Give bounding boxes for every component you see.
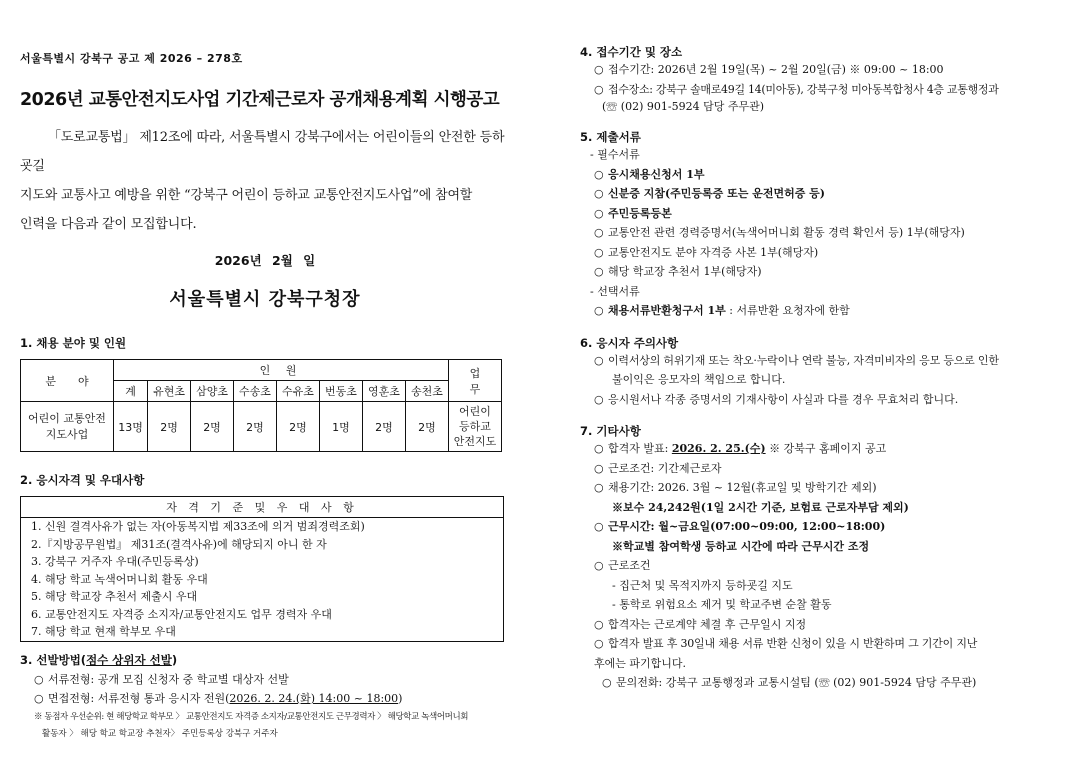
heading-text: 3. 선발방법(	[20, 652, 87, 667]
bullet-icon: ○	[594, 245, 604, 259]
optional-docs-label: - 선택서류	[590, 284, 640, 298]
list-item	[580, 556, 1075, 576]
bullet-icon: ○	[594, 226, 604, 239]
bullet-icon: ○	[594, 559, 604, 572]
recruitment-table	[20, 359, 502, 452]
tie-break-note: ※ 동점자 우선순위: 현 해당학교 학부모 〉 교통안전지도 자격증 소지자/교통안전지도 근무경력자 〉 해당학교 녹색어머니회	[34, 711, 469, 722]
section-heading-qualification: 2. 응시자격 및 우대사항	[20, 473, 145, 487]
heading-underlined: 점수 상위자 선발	[86, 652, 172, 667]
bullet-icon: ○	[594, 167, 604, 181]
list-item-text: 근로조건: 기간제근로자	[608, 461, 722, 475]
intro-line: 지도와 교통사고 예방을 위한 “강북구 어린이 등하교 교통안전지도사업”에 참여할	[20, 188, 473, 203]
list-item-text: 접수장소: 강북구 솔매로49길 14(미아동), 강북구청 미아동복합청사 4층 교통행정과	[608, 82, 999, 96]
right-column	[580, 44, 1075, 693]
heading-text-end: )	[171, 652, 178, 667]
list-item-text: 합격자는 근로계약 체결 후 근무일시 지정	[608, 617, 807, 631]
bullet-icon: ○	[594, 442, 604, 455]
section-heading-precautions: 6. 응시자 주의사항	[580, 335, 679, 350]
bullet-icon: ○	[594, 637, 604, 650]
list-item	[580, 351, 1075, 371]
intro-line: 「도로교통법」 제12조에 따라, 서울특별시 강북구에서는 어린이들의 안전한 등하굣길	[20, 130, 505, 174]
table-subheader-cell: 삼양초	[191, 381, 234, 402]
condition-item: - 집근처 및 목적지까지 등하굣길 지도	[612, 578, 793, 592]
bullet-icon: ○	[34, 672, 44, 686]
list-item-text: 합격자 발표:	[608, 442, 672, 455]
announcement-date: 2026. 2. 25.(수)	[671, 442, 766, 455]
bullet-icon: ○	[594, 304, 604, 317]
list-item	[580, 223, 1075, 243]
table-cell: 2명	[405, 402, 448, 452]
section-heading-selection	[20, 652, 510, 668]
list-item: 3. 강북구 거주자 우대(주민등록상)	[31, 555, 199, 568]
list-item-text: 채용서류반환청구서 1부	[608, 304, 726, 317]
pay-note: ※보수 24,242원(1일 2시간 기준, 보험료 근로자부담 제외)	[612, 500, 909, 514]
list-item	[580, 390, 1075, 410]
bullet-icon: ○	[594, 392, 604, 406]
bullet-icon: ○	[594, 353, 604, 367]
left-column	[20, 48, 510, 743]
list-item	[580, 301, 1075, 321]
table-cell: 2명	[148, 402, 191, 452]
qualification-box	[20, 496, 504, 642]
list-item: 1. 신원 결격사유가 없는 자(아동복지법 제33조에 의거 범죄경력조회)	[31, 520, 365, 533]
list-item: 5. 해당 학교장 추천서 제출시 우대	[31, 590, 198, 603]
list-item	[20, 670, 510, 690]
bullet-icon: ○	[594, 520, 604, 533]
table-subheader-cell: 송천초	[405, 381, 448, 402]
list-item-text: 채용기간: 2026. 3월 ~ 12월(휴교일 및 방학기간 제외)	[608, 481, 877, 494]
table-cell: 2명	[276, 402, 319, 452]
interview-date: 2026. 2. 24.(화) 14:00 ~ 18:00	[229, 692, 399, 705]
list-item	[580, 262, 1075, 282]
list-item: 7. 해당 학교 현재 학부모 우대	[31, 625, 176, 638]
list-item-text: )	[398, 692, 403, 705]
table-header-duty: 업 무	[449, 360, 502, 402]
list-item-text: 응시채용신청서 1부	[608, 167, 705, 181]
page-title: 2026년 교통안전지도사업 기간제근로자 공개채용계획 시행공고	[20, 90, 500, 110]
hours-note: ※학교별 참여학생 등하교 시간에 따라 근무시간 조정	[612, 539, 870, 553]
table-header-personnel: 인 원	[114, 360, 449, 381]
section-heading-application: 4. 접수기간 및 장소	[580, 45, 683, 59]
table-cell: 2명	[362, 402, 405, 452]
list-item	[580, 615, 1075, 635]
intro-line: 인력을 다음과 같이 모집합니다.	[20, 217, 197, 232]
table-header-division: 분 야	[21, 360, 114, 402]
bullet-icon: ○	[594, 617, 604, 631]
list-item-text: 합격자 발표 후 30일내 채용 서류 반환 신청이 있을 시 반환하며 그 기간이 지난	[608, 637, 978, 650]
notice-number: 서울특별시 강북구 공고 제 2026 – 278호	[20, 52, 243, 65]
tie-break-note: 활동자 〉 해당 학교 학교장 추천자〉 주민등록상 강북구 거주자	[42, 728, 278, 739]
bullet-icon: ○	[594, 265, 604, 278]
list-item-text: 근무시간: 월~금요일(07:00~09:00, 12:00~18:00)	[608, 520, 886, 533]
list-item	[580, 478, 1075, 498]
list-item-text: ※ 강북구 홈페이지 공고	[765, 442, 887, 455]
list-item-text: 신분증 지참(주민등록증 또는 운전면허증 등)	[608, 187, 825, 200]
list-item	[580, 204, 1075, 224]
list-item	[580, 60, 1075, 80]
list-item-text: 근로조건	[608, 559, 651, 572]
list-item-text: 교통안전 관련 경력증명서(녹색어머니회 활동 경력 확인서 등) 1부(해당자)	[608, 226, 965, 239]
table-cell: 1명	[319, 402, 362, 452]
table-cell: 2명	[191, 402, 234, 452]
list-item-text: 교통안전지도 분야 자격증 사본 1부(해당자)	[608, 245, 819, 259]
bullet-icon: ○	[594, 82, 604, 96]
table-cell-division: 어린이 교통안전 지도사업	[21, 402, 114, 452]
list-item-text: 접수기간: 2026년 2월 19일(목) ~ 2월 20일(금) ※ 09:00 ~ 18:00	[608, 63, 944, 76]
table-subheader-cell: 수유초	[276, 381, 319, 402]
list-item: 6. 교통안전지도 자격증 소지자/교통안전지도 업무 경력자 우대	[31, 607, 332, 621]
required-docs-label: - 필수서류	[590, 148, 640, 161]
table-row	[21, 402, 502, 452]
list-item-text: 주민등록등본	[608, 206, 672, 220]
list-item	[580, 439, 1075, 459]
list-item	[580, 165, 1075, 185]
bullet-icon: ○	[594, 187, 604, 200]
list-item	[580, 243, 1075, 263]
list-item-continued: 불이익은 응모자의 책임으로 합니다.	[612, 373, 786, 386]
list-item-text: : 서류반환 요청자에 한함	[725, 304, 850, 317]
bullet-icon: ○	[594, 461, 604, 475]
list-item-text: 해당 학교장 추천서 1부(해당자)	[608, 265, 762, 278]
section-heading-recruitment: 1. 채용 분야 및 인원	[20, 336, 127, 350]
notice-date: 2026년 2월 일	[214, 253, 316, 268]
list-item	[580, 517, 1075, 537]
bullet-icon: ○	[34, 692, 44, 705]
list-item-text: 응시원서나 각종 증명서의 기재사항이 사실과 다를 경우 무효처리 합니다.	[608, 392, 959, 406]
table-cell: 2명	[234, 402, 277, 452]
table-subheader-cell: 수송초	[234, 381, 277, 402]
list-item	[580, 184, 1075, 204]
list-item	[580, 673, 1075, 693]
list-item-continued: 후에는 파기합니다.	[594, 656, 687, 670]
intro-paragraph	[20, 123, 510, 239]
qualification-box-header: 자 격 기 준 및 우 대 사 항	[21, 497, 503, 518]
list-item	[580, 459, 1075, 479]
list-item-text: 면접전형: 서류전형 통과 응시자 전원(	[48, 692, 230, 705]
table-subheader-cell: 영훈초	[362, 381, 405, 402]
table-subheader-cell: 계	[114, 381, 148, 402]
contact-line: (☏ (02) 901-5924 담당 주무관)	[602, 100, 764, 113]
bullet-icon: ○	[594, 481, 604, 494]
condition-item: - 통학로 위험요소 제거 및 학교주변 순찰 활동	[612, 598, 832, 611]
list-item	[20, 689, 510, 709]
list-item-text: 이력서상의 허위기재 또는 착오·누락이나 연락 불능, 자격미비자의 응모 등으로 인한	[608, 353, 999, 367]
list-item	[580, 634, 1075, 654]
list-item-text: 서류전형: 공개 모집 신청자 중 학교별 대상자 선발	[48, 672, 289, 686]
list-item	[580, 80, 1075, 100]
list-item-text: 문의전화: 강북구 교통행정과 교통시설팀 (☏ (02) 901-5924 담당 주무관)	[616, 676, 977, 689]
bullet-icon: ○	[594, 63, 604, 76]
table-cell-duty: 어린이 등하교 안전지도	[449, 402, 502, 452]
list-item: 4. 해당 학교 녹색어머니회 활동 우대	[31, 572, 208, 586]
bullet-icon: ○	[602, 676, 612, 689]
list-item: 2.『지방공무원법』 제31조(결격사유)에 해당되지 아니 한 자	[31, 537, 327, 551]
issuer-name: 서울특별시 강북구청장	[169, 289, 361, 310]
section-heading-documents: 5. 제출서류	[580, 130, 641, 144]
table-cell: 13명	[114, 402, 148, 452]
bullet-icon: ○	[594, 206, 604, 220]
table-subheader-cell: 유현초	[148, 381, 191, 402]
table-subheader-cell: 번동초	[319, 381, 362, 402]
section-heading-etc: 7. 기타사항	[580, 424, 641, 438]
